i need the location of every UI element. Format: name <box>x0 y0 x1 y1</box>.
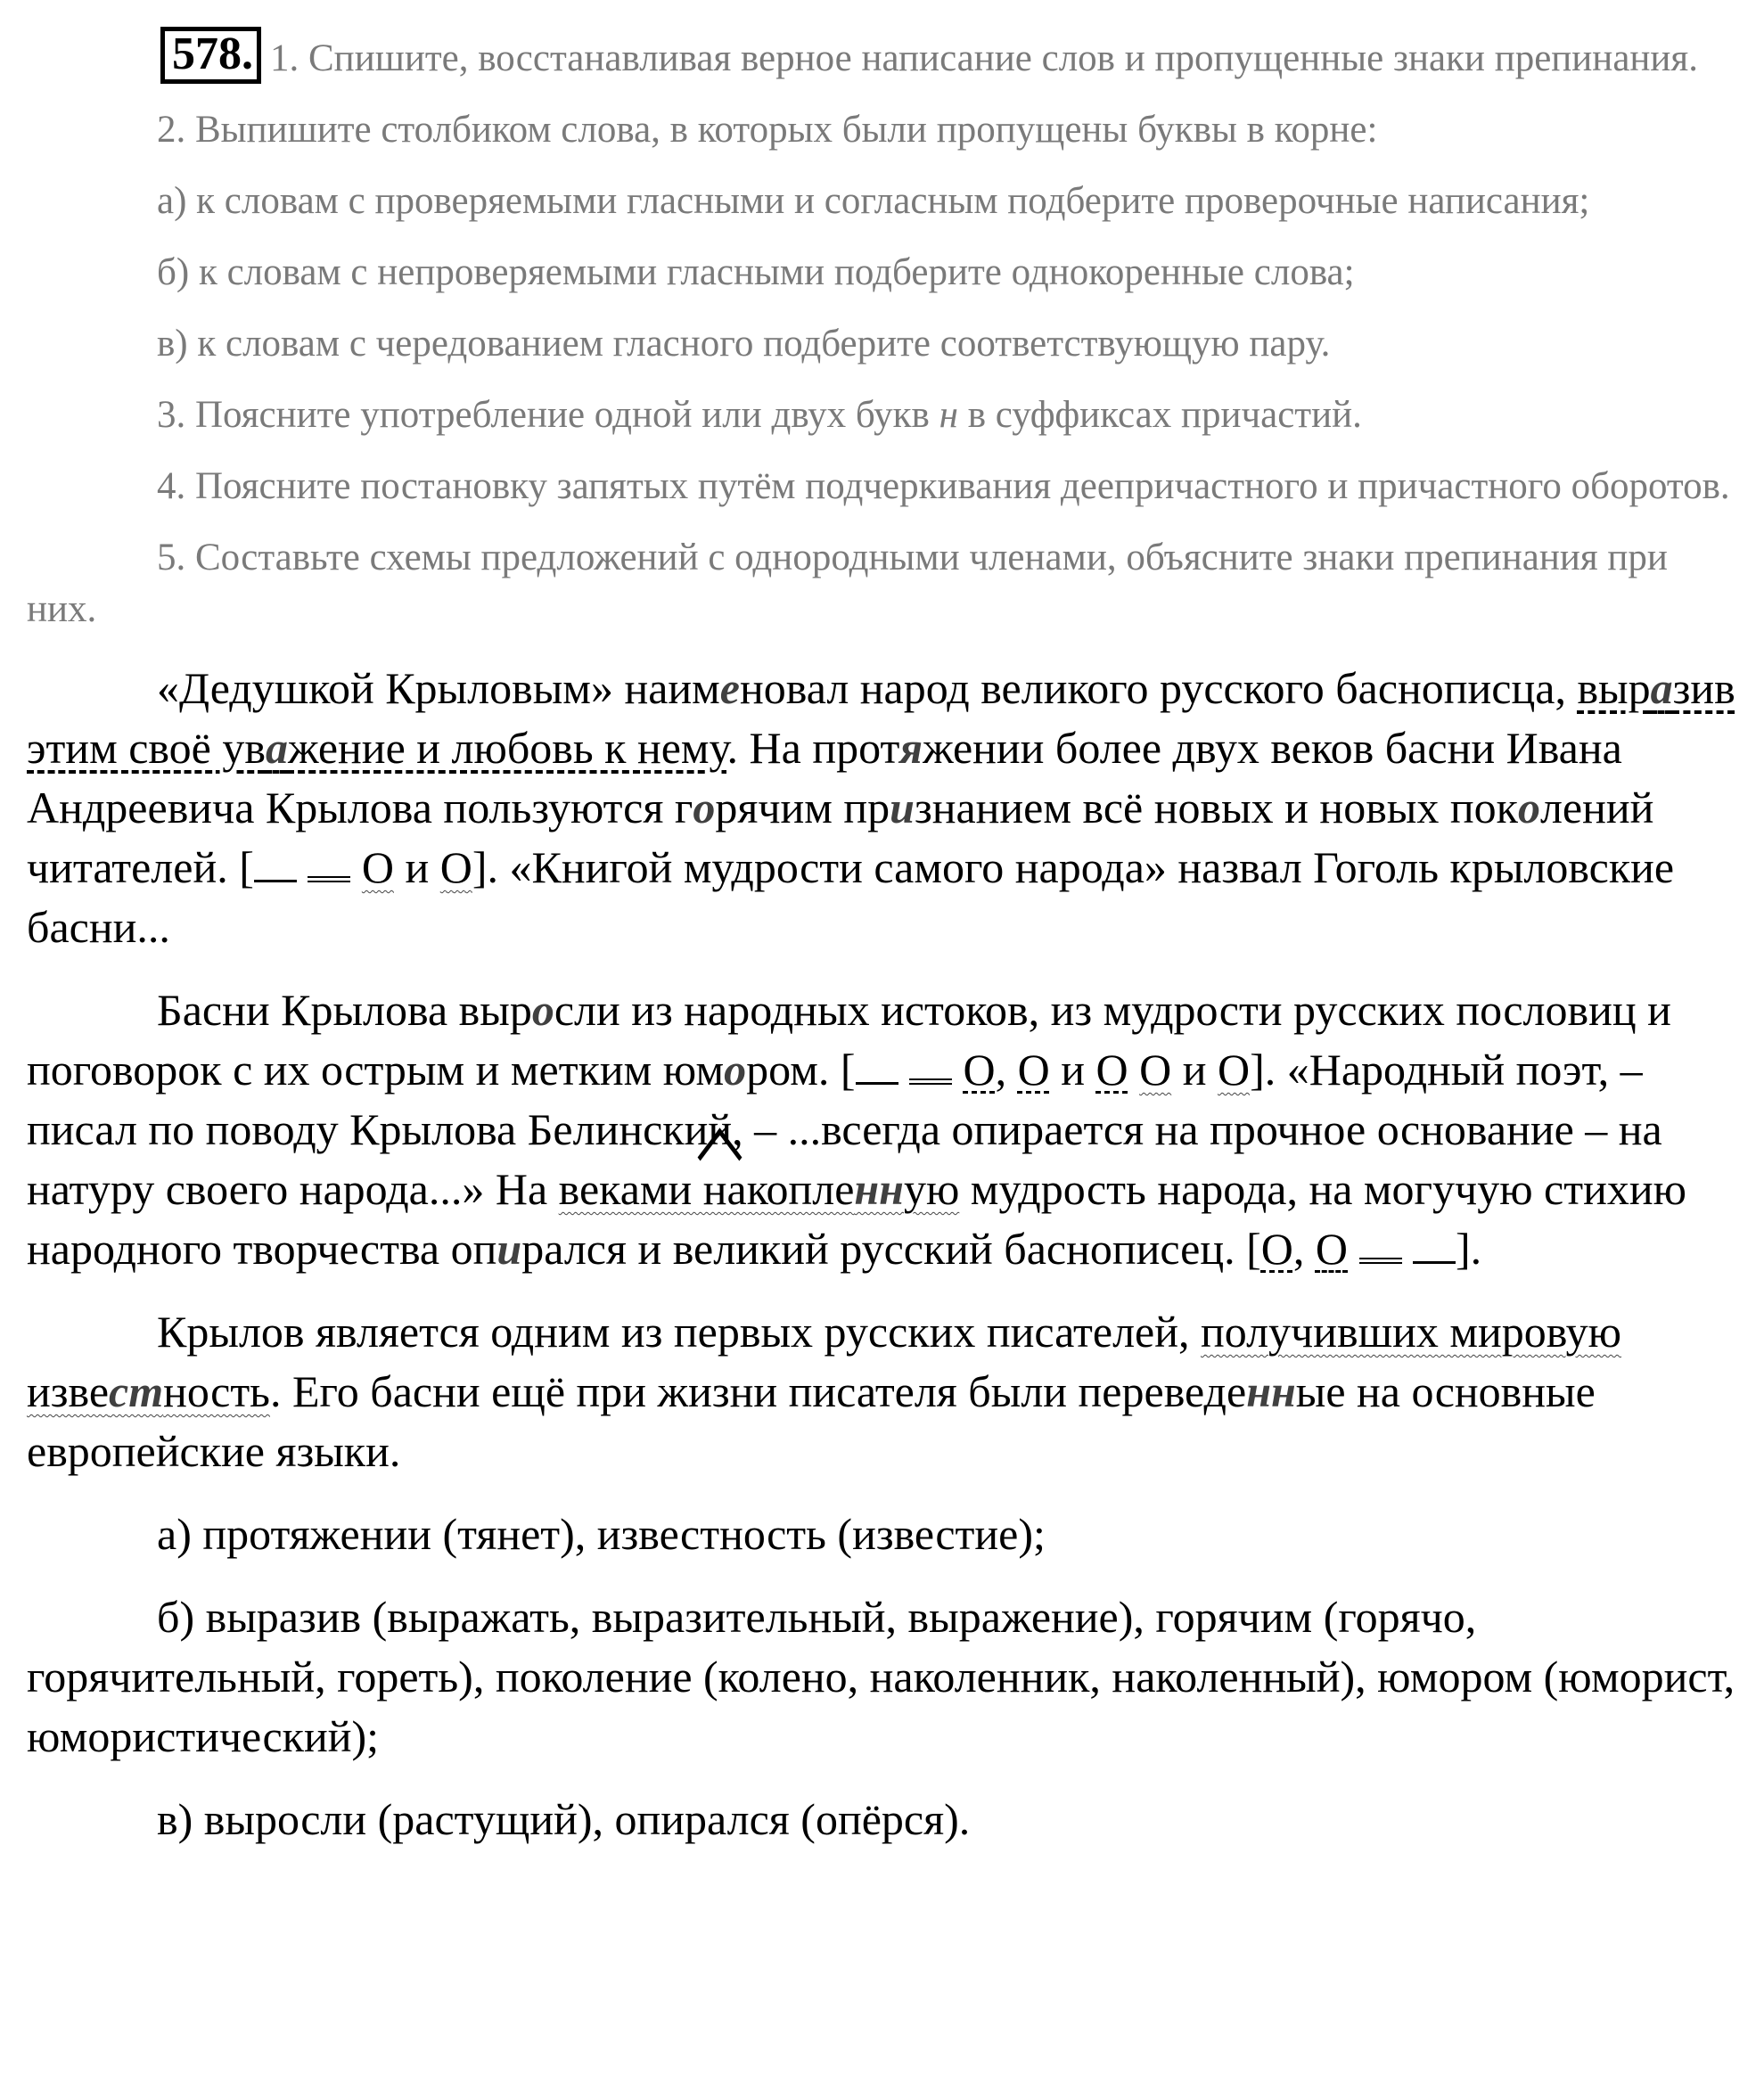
instruction-3 <box>27 390 1737 441</box>
scheme-bracket: [ <box>239 842 254 892</box>
text-run: сли из народных истоков, из мудрости русских пословиц и поговорок с их острым и метким юм <box>27 985 1671 1095</box>
answer-a: а) протяжении (тянет), известность (известие); <box>157 1509 1046 1559</box>
paragraph-3 <box>27 1302 1737 1481</box>
text-run: «Дедушкой Крыловым» наим <box>157 663 720 713</box>
paragraph-1 <box>27 659 1737 957</box>
text-run: ую <box>903 1164 960 1214</box>
text-run: ые на основные европейские языки. <box>27 1366 1596 1476</box>
text-run: новал народ великого русского баснописца, <box>740 663 1578 713</box>
text-run: зив этим своё ув <box>27 663 1735 773</box>
text-run: . На прот <box>726 723 900 773</box>
predicate-mark <box>308 840 350 882</box>
text-run: . «Народный поэт, – писал по поводу Крылова Белинский <box>27 1045 1643 1154</box>
text-run: жение и любовь к нему <box>287 723 727 773</box>
sentence-scheme <box>841 1045 1265 1095</box>
exercise-number-badge: 578. <box>160 27 261 84</box>
highlighted-letter: я <box>899 723 923 773</box>
text-run: ром. <box>746 1045 841 1095</box>
text-run: жении более двух веков басни Ивана Андреевича Крылова пользуются г <box>27 723 1622 832</box>
text-run: рячим пр <box>715 783 890 832</box>
paragraph-2 <box>27 980 1737 1279</box>
text-run: выр <box>1577 663 1651 713</box>
highlighted-letter: о <box>531 985 554 1035</box>
text-run: знанием всё новых и новых пок <box>914 783 1518 832</box>
text-run: лений читателей. <box>27 783 1654 892</box>
scheme-bracket: ] <box>1456 1224 1471 1274</box>
homogeneous-member-mark: О <box>963 1045 996 1095</box>
predicate-mark <box>909 1043 952 1085</box>
scheme-bracket: ] <box>1250 1045 1265 1095</box>
instruction-2a: а) к словам с проверяемыми гласными и согласным подберите проверочные написания; <box>157 180 1590 222</box>
instruction-2b: б) к словам с непроверяемыми гласными подберите однокоренные слова; <box>157 251 1355 293</box>
instruction-1 <box>27 27 1737 85</box>
homogeneous-member-mark: О <box>361 842 394 892</box>
scheme-bracket: [ <box>1246 1224 1261 1274</box>
text-run: , – ...всегда опирается на прочное основание – на натуру своего народа...» На <box>27 1104 1662 1214</box>
text-run: Басни Крылова выр <box>157 985 532 1035</box>
instruction-2: 2. Выпишите столбиком слова, в которых были пропущены буквы в корне: <box>157 109 1378 151</box>
instruction-text: 1. Спишите, восстанавливая верное написание слов и пропущенные знаки препинания. <box>270 37 1698 79</box>
text-run: Крылов является одним из первых русских писателей, <box>157 1307 1201 1357</box>
answer-c: в) выросли (растущий), опирался (опёрся). <box>157 1794 971 1844</box>
homogeneous-member-mark: О <box>439 842 472 892</box>
scheme-bracket: [ <box>840 1045 856 1095</box>
homogeneous-member-mark: О <box>1315 1224 1349 1274</box>
highlighted-letter: а <box>265 723 288 773</box>
scheme-comma: , <box>1292 1224 1316 1274</box>
highlighted-letter: и <box>496 1224 522 1274</box>
instruction-italic-letter: н <box>939 394 958 436</box>
scheme-bracket: ] <box>472 842 488 892</box>
instruction-text: в суффиксах причастий. <box>957 394 1362 436</box>
subject-mark <box>856 1043 898 1085</box>
highlighted-letter: о <box>693 783 716 832</box>
instruction-2c: в) к словам с чередованием гласного подберите соответствующую пару. <box>157 323 1331 365</box>
highlighted-letter: ст <box>109 1366 164 1416</box>
homogeneous-member-mark: О <box>1260 1224 1293 1274</box>
text-run: . <box>1470 1224 1482 1274</box>
scheme-conjunction: и <box>1049 1045 1096 1095</box>
answer-b: б) выразив (выражать, выразительный, выражение), горячим (горячо, горячительный, гореть), поколение (колено, наколенник, наколенный), юмором (юморист, юмористический); <box>27 1592 1735 1761</box>
scheme-conjunction: и <box>393 842 440 892</box>
scheme-conjunction: и <box>1171 1045 1218 1095</box>
highlighted-letter: о <box>1517 783 1540 832</box>
instruction-4: 4. Поясните постановку запятых путём подчеркивания деепричастного и причастного оборотов. <box>157 465 1730 507</box>
highlighted-letter: о <box>724 1045 747 1095</box>
text-run: рался и великий русский баснописец. <box>521 1224 1247 1274</box>
homogeneous-member-mark: О <box>1217 1045 1251 1095</box>
highlighted-letter: нн <box>1246 1366 1296 1416</box>
highlighted-letter: а <box>1650 663 1673 713</box>
text-run: веками накопле <box>558 1164 855 1214</box>
homogeneous-member-mark: О <box>1017 1045 1050 1095</box>
text-run: . Его басни ещё при жизни писателя были переведе <box>269 1366 1247 1416</box>
highlighted-letter: е <box>719 663 740 713</box>
text-run: получивших мировую изве <box>27 1307 1621 1416</box>
scheme-comma: , <box>995 1045 1018 1095</box>
participial-phrase-underline <box>559 1164 960 1214</box>
highlighted-letter: нн <box>854 1164 904 1214</box>
instruction-text: 3. Поясните употребление одной или двух букв <box>157 394 939 436</box>
text-run: мудрость народа, на могучую стихию народного творчества оп <box>27 1164 1686 1274</box>
predicate-mark <box>1359 1222 1402 1264</box>
instruction-5: 5. Составьте схемы предложений с однородными членами, объясните знаки препинания при них. <box>27 537 1668 630</box>
highlighted-letter: и <box>890 783 915 832</box>
sentence-scheme <box>1246 1224 1471 1274</box>
sentence-scheme <box>239 842 487 892</box>
homogeneous-member-mark: О <box>1095 1045 1128 1095</box>
homogeneous-member-mark: О <box>1139 1045 1172 1095</box>
text-run: ность <box>163 1366 270 1416</box>
subject-mark <box>254 840 297 882</box>
subject-mark <box>1413 1222 1456 1264</box>
text-run: . «Книгой мудрости самого народа» назвал Гоголь крыловские басни... <box>27 842 1675 952</box>
